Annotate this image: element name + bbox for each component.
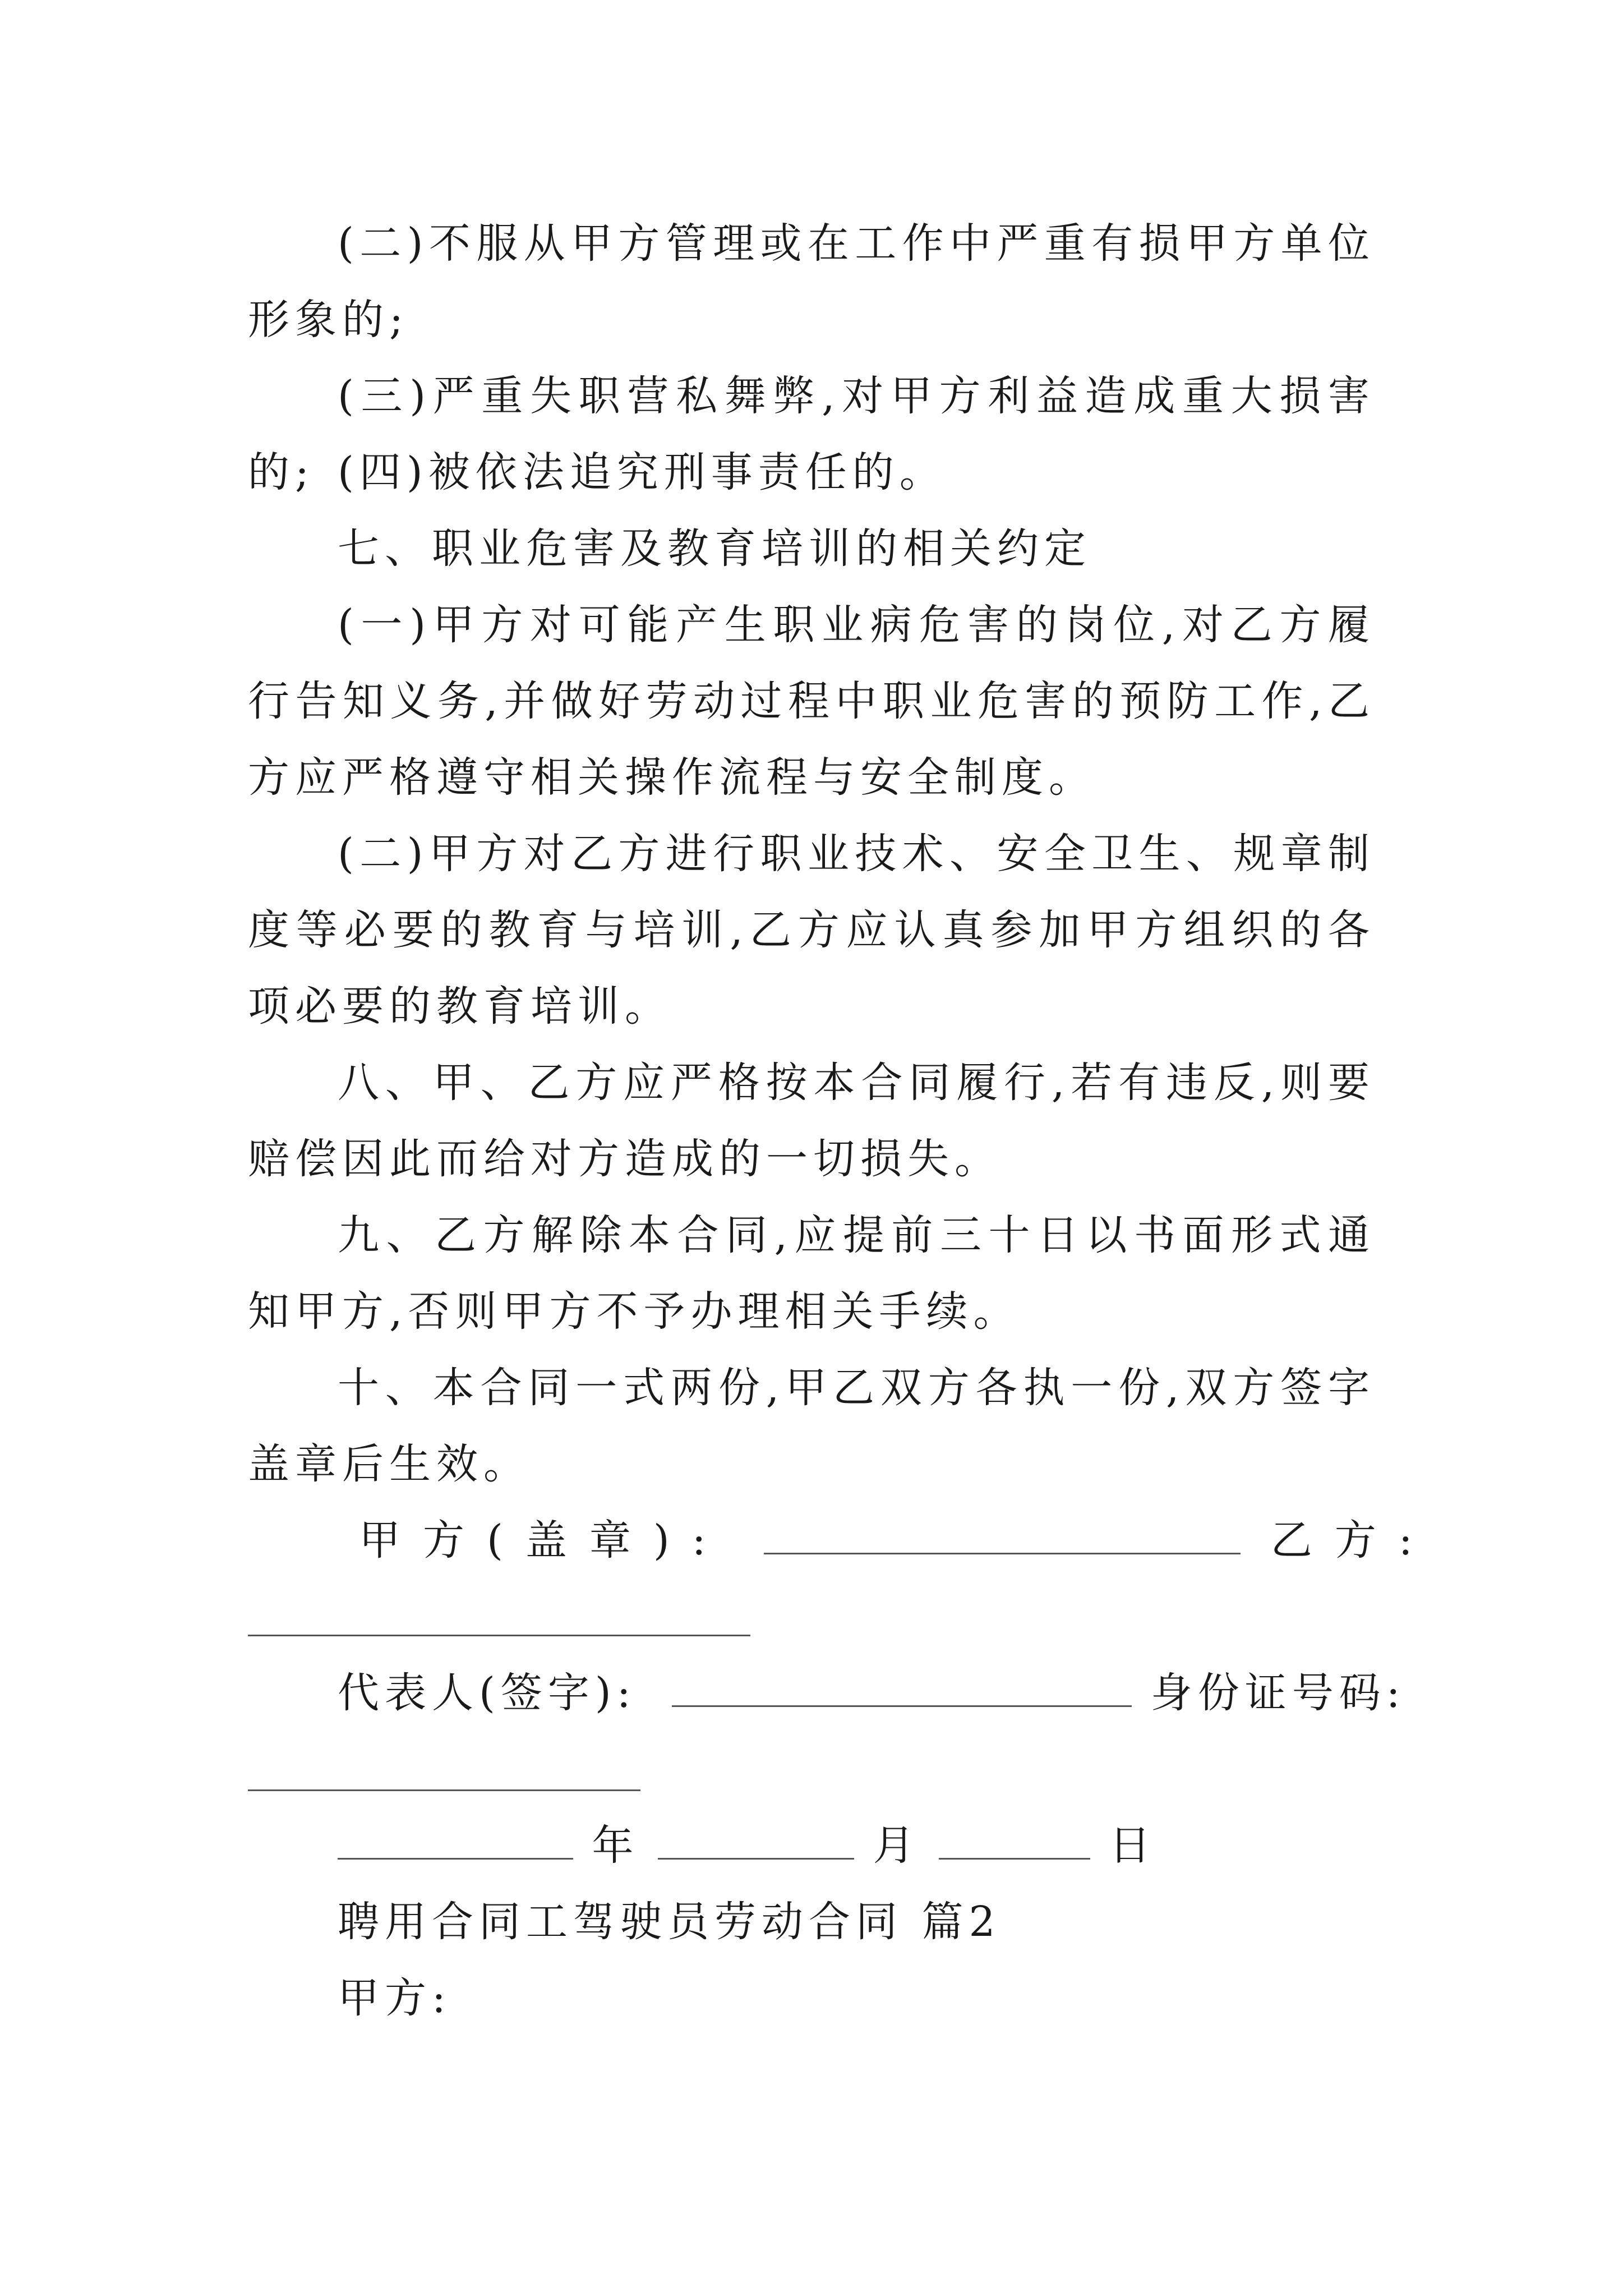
section-heading-seven: 七、职业危害及教育培训的相关约定 xyxy=(338,524,1091,573)
paragraph-clause-3: (三)严重失职营私舞弊,对甲方利益造成重大损害的; xyxy=(248,372,1375,496)
date-line xyxy=(338,1807,1156,1884)
paragraph-occupational-hazard: (一)甲方对可能产生职业病危害的岗位,对乙方履行告知义务,并做好劳动过程中职业危害的预防工作,乙方应严格遵守相关操作流程与安全制度。 xyxy=(248,601,1375,802)
month-label: 月 xyxy=(873,1821,920,1870)
next-party-a-label: 甲方: xyxy=(338,1974,451,2022)
year-label: 年 xyxy=(592,1821,639,1870)
day-label: 日 xyxy=(1109,1821,1156,1870)
year-blank xyxy=(338,1824,573,1860)
party-a-seal-blank xyxy=(764,1519,1241,1554)
paragraph-section-eight: 八、甲、乙方应严格按本合同履行,若有违反,则要赔偿因此而给对方造成的一切损失。 xyxy=(248,1059,1375,1183)
party-a-signature-line xyxy=(359,1502,1435,1579)
day-blank xyxy=(939,1824,1090,1860)
next-section-title: 聘用合同工驾驶员劳动合同 篇2 xyxy=(338,1898,1001,1946)
party-b-label: 乙方: xyxy=(1270,1516,1435,1565)
paragraph-clause-2: (二)不服从甲方管理或在工作中严重有损甲方单位形象的; xyxy=(248,219,1375,344)
representative-signature-line xyxy=(338,1655,1406,1731)
paragraph-clause-4: (四)被依法追究刑事责任的。 xyxy=(338,448,947,496)
representative-label: 代表人(签字): xyxy=(338,1669,637,1717)
id-number-blank xyxy=(248,1789,640,1791)
party-b-blank xyxy=(248,1635,750,1636)
paragraph-training: (二)甲方对乙方进行职业技术、安全卫生、规章制度等必要的教育与培训,乙方应认真参加甲方组织的各项必要的教育培训。 xyxy=(248,830,1375,1030)
party-a-label: 甲方(盖章): xyxy=(359,1516,728,1565)
paragraph-section-nine: 九、乙方解除本合同,应提前三十日以书面形式通知甲方,否则甲方不予办理相关手续。 xyxy=(248,1211,1375,1336)
month-blank xyxy=(658,1824,854,1860)
representative-blank xyxy=(672,1672,1132,1707)
paragraph-section-ten: 十、本合同一式两份,甲乙双方各执一份,双方签字盖章后生效。 xyxy=(248,1364,1375,1488)
id-number-label: 身份证号码: xyxy=(1150,1669,1406,1717)
